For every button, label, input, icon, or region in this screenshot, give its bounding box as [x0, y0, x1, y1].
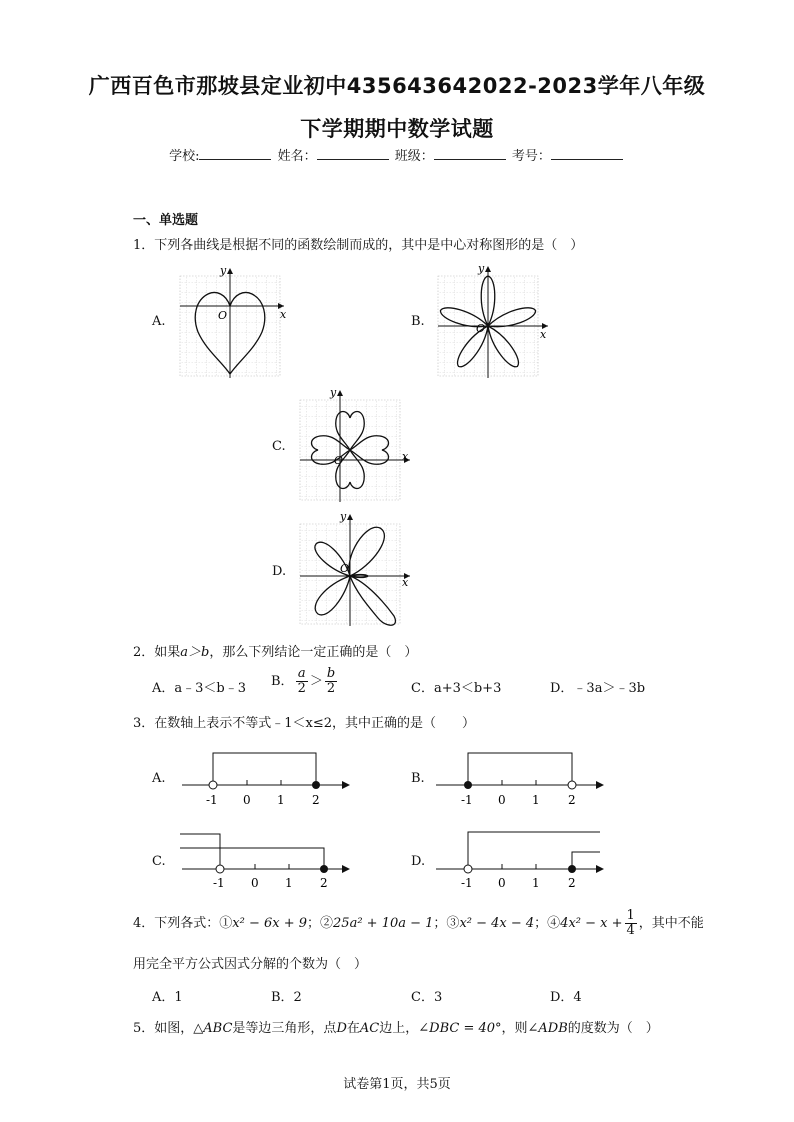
q2-option-a[interactable]: A．a﹣3＜b﹣3	[152, 681, 247, 696]
q1-option-d-label: D.	[272, 564, 287, 579]
q4-option-b[interactable]: B．2	[271, 990, 302, 1005]
q2-option-d[interactable]: D．﹣3a＞﹣3b	[550, 681, 646, 696]
q1-graph-four-hearts[interactable]	[296, 386, 416, 504]
q4-option-a[interactable]: A．1	[152, 990, 183, 1005]
tick-label: 2	[568, 793, 576, 807]
tick-label: 2	[568, 876, 576, 890]
doc-title-line1: 广西百色市那坡县定业初中435643642022-2023学年八年级	[88, 74, 706, 98]
q2-option-b-label: B．	[271, 674, 294, 689]
q1-graph-heart[interactable]	[176, 262, 292, 380]
class-label: 班级：	[394, 149, 434, 164]
tick-label: 2	[312, 793, 320, 807]
q3-option-d-label: D.	[411, 854, 426, 869]
q3-option-a-label: A.	[152, 771, 166, 786]
q3-numberline-d[interactable]	[434, 830, 609, 892]
exam-no-blank[interactable]	[551, 147, 623, 160]
exam-no-label: 考号：	[511, 149, 551, 164]
q1-option-a-label: A.	[152, 314, 166, 329]
axis-y-label: y	[478, 262, 485, 275]
axis-y-label: y	[340, 510, 347, 523]
section-heading: 一、单选题	[133, 213, 199, 228]
question-4-line2: 用完全平方公式因式分解的个数为（ ）	[133, 957, 368, 972]
question-4-stem: 4．下列各式：①x² − 6x + 9；②25a² + 10a − 1；③x² − 4x − 4；④4x² − x + $\frac{1}{4}$ ，其中不能	[133, 908, 704, 938]
q3-numberline-c[interactable]	[180, 830, 355, 892]
question-2-stem	[133, 641, 417, 660]
axis-x-label: x	[402, 450, 409, 463]
tick-label: 0	[498, 793, 506, 807]
q4-frac: $\frac{1}{4}$	[626, 908, 635, 938]
q3-option-b-label: B.	[411, 771, 425, 786]
origin-label: O	[218, 309, 228, 322]
question-5-stem: 5．如图，△ABC是等边三角形，点D在AC边上，∠DBC = 40°，则∠ADB的度数为（ ）	[133, 1021, 659, 1036]
student-info-line	[0, 145, 794, 164]
page-footer: 试卷第1页，共5页	[343, 1077, 451, 1092]
axis-x-label: x	[402, 576, 409, 589]
q2-option-b[interactable]	[271, 667, 339, 696]
q4-expr-2: 25a² + 10a − 1	[333, 916, 434, 931]
question-3-stem: 3．在数轴上表示不等式﹣1＜x≤2，其中正确的是（ ）	[133, 716, 476, 731]
tick-label: -1	[461, 876, 473, 890]
q5-ask-angle: ∠ADB	[527, 1021, 568, 1036]
question-1-stem: 1．下列各曲线是根据不同的函数绘制而成的，其中是中心对称图形的是（ ）	[133, 238, 584, 253]
tick-label: 0	[498, 876, 506, 890]
q2-option-c[interactable]: C．a+3＜b+3	[411, 681, 502, 696]
tick-label: 1	[532, 793, 540, 807]
tick-label: 1	[532, 876, 540, 890]
q1-graph-flower-five[interactable]	[434, 262, 554, 380]
axis-y-label: y	[330, 386, 337, 399]
tick-label: -1	[206, 793, 218, 807]
q4-option-d[interactable]: D．4	[550, 990, 582, 1005]
tick-label: 1	[277, 793, 285, 807]
origin-label: O	[476, 322, 486, 335]
q1-option-c-label: C.	[272, 439, 286, 454]
q2-frac-a: $\frac{a}{2}$	[297, 666, 306, 696]
q2-stem-post: ，那么下列结论一定正确的是（ ）	[209, 645, 418, 660]
axis-y-label: y	[220, 264, 227, 277]
school-label: 学校:	[169, 149, 200, 164]
name-blank[interactable]	[317, 147, 389, 160]
origin-label: O	[334, 454, 344, 467]
tick-label: 2	[320, 876, 328, 890]
tick-label: -1	[461, 793, 473, 807]
q5-angle: ∠DBC = 40°	[418, 1021, 502, 1036]
axis-x-label: x	[540, 328, 547, 341]
q2-condition: a＞b	[180, 645, 210, 660]
q2-op: ＞	[309, 674, 323, 689]
tick-label: 0	[243, 793, 251, 807]
q3-numberline-a[interactable]	[180, 748, 355, 810]
origin-label: O	[340, 562, 350, 575]
q4-expr-3: x² − 4x − 4	[459, 916, 535, 931]
q1-graph-petals[interactable]	[296, 510, 416, 628]
tick-label: 0	[251, 876, 259, 890]
q3-numberline-b[interactable]	[434, 748, 609, 810]
q2-stem-pre: 2．如果	[133, 645, 181, 660]
doc-title-line2: 下学期期中数学试题	[300, 117, 494, 141]
q2-frac-b: $\frac{b}{2}$	[326, 666, 336, 696]
q3-option-c-label: C.	[152, 854, 166, 869]
q4-expr-1: x² − 6x + 9	[232, 916, 308, 931]
tick-label: -1	[213, 876, 225, 890]
q1-option-b-label: B.	[411, 314, 425, 329]
class-blank[interactable]	[434, 147, 506, 160]
tick-label: 1	[285, 876, 293, 890]
axis-x-label: x	[280, 308, 287, 321]
q5-triangle: △ABC	[193, 1021, 233, 1036]
school-blank[interactable]	[199, 147, 271, 160]
name-label: 姓名：	[277, 149, 317, 164]
q4-expr-4: 4x² − x +	[560, 916, 623, 931]
q4-option-c[interactable]: C．3	[411, 990, 443, 1005]
